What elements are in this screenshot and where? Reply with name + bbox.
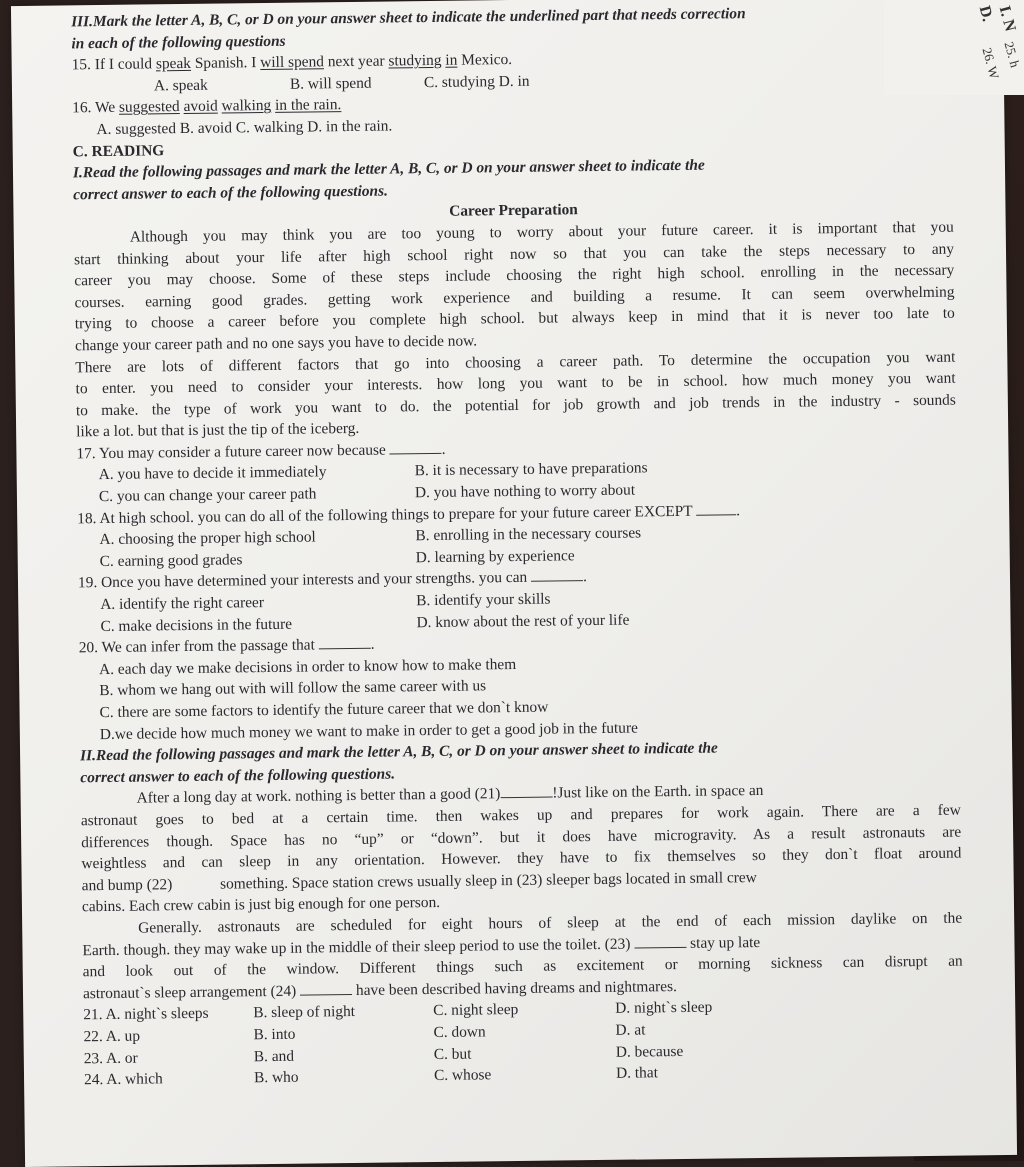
answer-blank-21 bbox=[500, 783, 552, 799]
passage1-title: Career Preparation bbox=[73, 195, 953, 227]
passage1-line: courses. earning good grades. getting work experience and building a resume. It can seem overwhelming bbox=[74, 281, 954, 313]
passage2-line: astronaut goes to bed at a certain time. then wakes up and prepares for work again. There are a few bbox=[81, 800, 961, 832]
passage2-line: cabins. Each crew cabin is just big enough for one person. bbox=[82, 886, 962, 918]
underlined-walking: walking bbox=[222, 97, 272, 115]
margin-note: 26. W bbox=[979, 46, 1003, 81]
q17-option-a: A. you have to decide it immediately bbox=[99, 461, 415, 486]
q20-option-c: C. there are some factors to identify the future career that we don`t know bbox=[79, 692, 959, 724]
passage2-line: and look out of the window. Different things such as excitement or morning sickness can disrupt an bbox=[83, 951, 963, 983]
margin-note: 25. h bbox=[1001, 40, 1023, 69]
reading-part2-heading: II.Read the following passages and mark the letter A, B, C, or D on your answer sheet to indicate the bbox=[80, 735, 960, 767]
passage1-line: to enter. you need to consider your interests. how long you want to be in school. how much money you want bbox=[75, 368, 955, 400]
q21-option-c: C. night sleep bbox=[433, 998, 615, 1022]
q19-option-a: A. identify the right career bbox=[100, 590, 416, 615]
reading-part1-heading: I.Read the following passages and mark the letter A, B, C, or D on your answer sheet to indicate the bbox=[73, 152, 953, 184]
q19-option-b: B. identify your skills bbox=[416, 589, 551, 612]
passage2-line: weightless and can sleep in any orientation. However. they have to fix themselves so they don`t float around bbox=[81, 843, 961, 875]
q18-option-a: A. choosing the proper high school bbox=[99, 525, 415, 550]
underlined-in-the-rain: in the rain. bbox=[275, 96, 341, 114]
passage1-line: change your career path and no one says you have to decide now. bbox=[75, 325, 955, 357]
q24-option-a: 24. A. which bbox=[84, 1067, 254, 1091]
question-16: 16. We suggested avoid walking in the rain. bbox=[72, 87, 952, 119]
question-18: 18. At high school. you can do all of the following things to prepare for your future career EXCEPT . bbox=[77, 497, 957, 529]
q17-option-d: D. you have nothing to worry about bbox=[415, 480, 635, 504]
worksheet-content bbox=[71, 1, 964, 1091]
q18-option-d: D. learning by experience bbox=[416, 545, 575, 569]
reading-title: C. READING bbox=[73, 130, 953, 162]
question-20: 20. We can infer from the passage that . bbox=[79, 627, 959, 659]
passage1-line: There are lots of different factors that go into choosing a career path. To determine the occupation you want bbox=[75, 346, 955, 378]
q21-option-a: 21. A. night`s sleeps bbox=[83, 1003, 253, 1027]
q17-option-b: B. it is necessary to have preparations bbox=[415, 458, 648, 482]
q15-option-cd: C. studying D. in bbox=[424, 71, 530, 94]
section3-heading-cont: in each of the following questions bbox=[71, 22, 951, 54]
q24-option-c: C. whose bbox=[434, 1063, 616, 1087]
answer-blank bbox=[390, 439, 442, 455]
q19-option-d: D. know about the rest of your life bbox=[416, 609, 629, 633]
q20-option-d: D.we decide how much money we want to make in order to get a good job in the future bbox=[80, 713, 960, 745]
q23-option-b: B. and bbox=[254, 1044, 434, 1068]
passage2-line: differences though. Space has no “up” or “down”. but it does have microgravity. As a result astronauts are bbox=[81, 821, 961, 853]
q17-option-c: C. you can change your career path bbox=[99, 482, 415, 507]
q21-option-d: D. night`s sleep bbox=[615, 996, 795, 1020]
underlined-speak: speak bbox=[156, 55, 191, 72]
underlying-page-corner bbox=[884, 0, 1024, 95]
reading-part2-heading-cont: correct answer to each of the following questions. bbox=[80, 756, 960, 788]
underlined-in: in bbox=[445, 52, 457, 69]
q15-option-a: A. speak bbox=[154, 73, 290, 96]
q23-option-a: 23. A. or bbox=[84, 1046, 254, 1070]
q23-option-d: D. because bbox=[616, 1039, 796, 1063]
passage1-line: Although you may think you are too young to worry about your future career. it is important that you bbox=[74, 217, 954, 249]
question-16-options: A. suggested B. avoid C. walking D. in the rain. bbox=[72, 109, 952, 141]
question-15: 15. If I could speak Spanish. I will spend next year studying in Mexico. bbox=[72, 44, 952, 76]
underlined-suggested: suggested bbox=[119, 98, 180, 116]
q18-option-b: B. enrolling in the necessary courses bbox=[415, 523, 641, 547]
q20-option-a: A. each day we make decisions in order to know how to make them bbox=[79, 648, 959, 680]
q24-option-b: B. who bbox=[254, 1065, 434, 1089]
q18-option-c: C. earning good grades bbox=[100, 547, 416, 572]
q19-option-c: C. make decisions in the future bbox=[100, 612, 416, 637]
section3-heading: III.Mark the letter A, B, C, or D on your answer sheet to indicate the underlined part that needs correction bbox=[71, 1, 951, 33]
q24-option-d: D. that bbox=[616, 1061, 796, 1085]
reading-part1-heading-cont: correct answer to each of the following questions. bbox=[73, 173, 953, 205]
q23-option-c: C. but bbox=[434, 1041, 616, 1065]
margin-note: D. bbox=[975, 4, 996, 24]
answer-blank-24 bbox=[300, 980, 352, 996]
q22-option-b: B. into bbox=[253, 1022, 433, 1046]
q22-option-a: 22. A. up bbox=[83, 1024, 253, 1048]
question-19: 19. Once you have determined your interests and your strengths. you can . bbox=[78, 562, 958, 594]
passage1-line: to make. the type of work you want to do. the potential for job growth and job trends in the industry - sounds bbox=[76, 389, 956, 421]
q22-option-d: D. at bbox=[615, 1018, 795, 1042]
answer-blank-23 bbox=[634, 932, 686, 948]
passage1-line: like a lot. but that is just the tip of the iceberg. bbox=[76, 411, 956, 443]
q21-option-b: B. sleep of night bbox=[253, 1000, 433, 1024]
worksheet-page bbox=[11, 0, 1017, 1167]
passage2-line: Earth. though. they may wake up in the middle of their sleep period to use the toilet. (23) stay up late bbox=[82, 929, 962, 961]
question-17: 17. You may consider a future career now because . bbox=[76, 432, 956, 464]
passage1-line: start thinking about your life after high school right now so that you can take the steps necessary to any bbox=[74, 238, 954, 270]
margin-note: I. N bbox=[995, 4, 1019, 34]
answer-blank bbox=[319, 634, 371, 650]
passage2-line: Generally. astronauts are scheduled for eight hours of sleep at the end of each mission daylike on the bbox=[82, 907, 962, 939]
passage1-line: trying to choose a career before you complete high school. but always keep in mind that it is never too late to bbox=[75, 303, 955, 335]
q15-option-b: B. will spend bbox=[290, 72, 424, 95]
q20-option-b: B. whom we hang out with will follow the same career with us bbox=[79, 670, 959, 702]
passage2-line: After a long day at work. nothing is better than a good (21) !Just like on the Earth. in space an bbox=[81, 778, 961, 810]
q22-option-c: C. down bbox=[433, 1020, 615, 1044]
answer-blank bbox=[531, 567, 583, 583]
underlined-avoid: avoid bbox=[183, 98, 217, 115]
underlined-studying: studying bbox=[388, 52, 441, 70]
passage2-line: and bump (22) something. Space station crews usually sleep in (23) sleeper bags located in small crew bbox=[82, 864, 962, 896]
underlined-will-spend: will spend bbox=[260, 53, 324, 71]
passage1-line: career you may choose. Some of these steps include choosing the right high school. enrolling in the necessary bbox=[74, 260, 954, 292]
passage2-line: astronaut`s sleep arrangement (24) have been described having dreams and nightmares. bbox=[83, 972, 963, 1004]
answer-blank bbox=[696, 500, 736, 515]
